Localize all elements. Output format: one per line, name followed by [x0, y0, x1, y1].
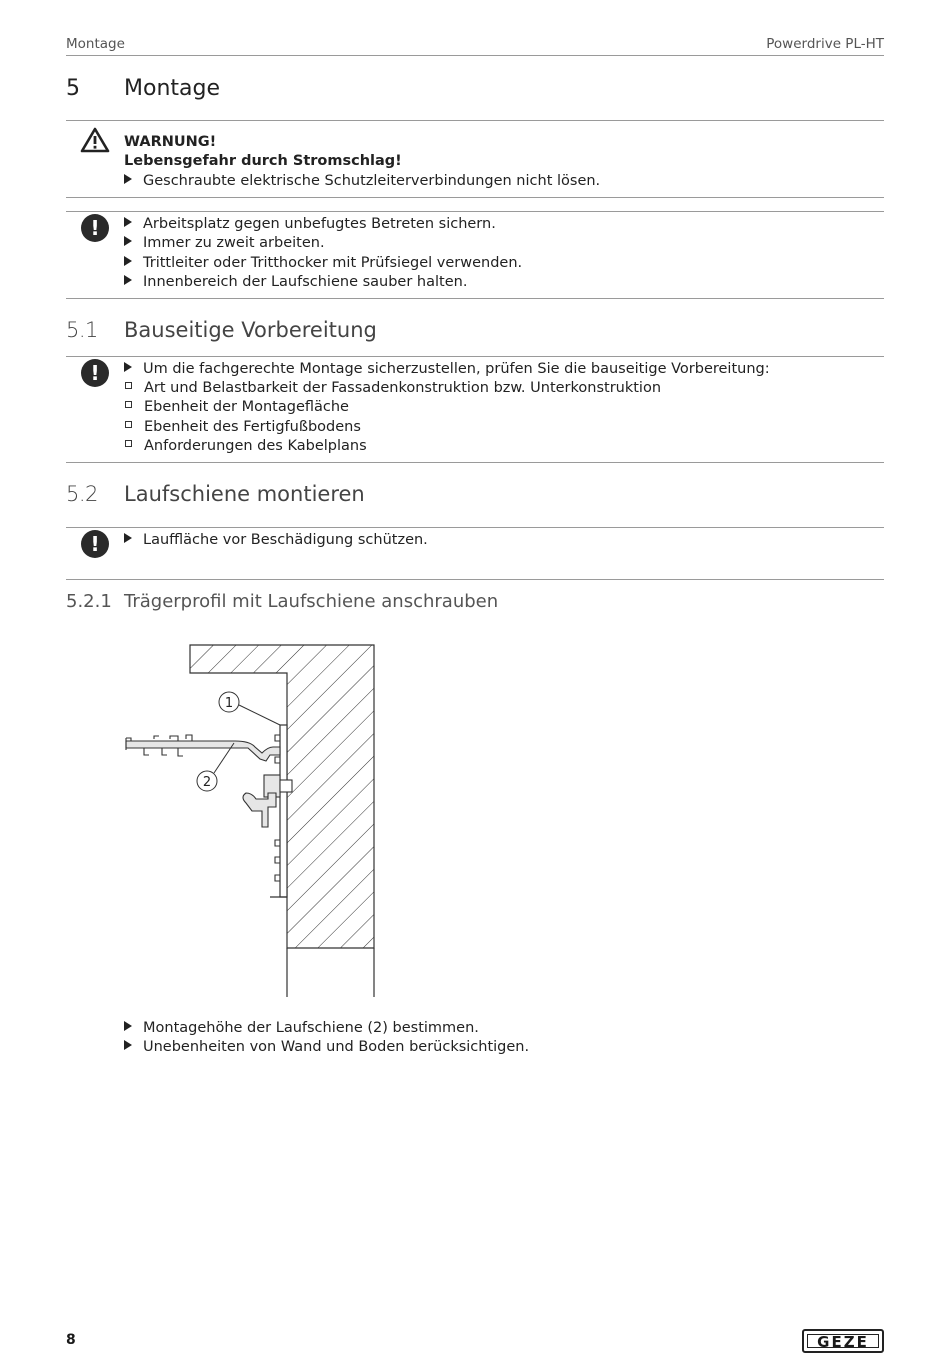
- section-number: 5.2.1: [66, 591, 112, 612]
- list-item: Montagehöhe der Laufschiene (2) bestimmen.: [124, 1019, 479, 1039]
- callout-2: 2: [202, 775, 212, 790]
- warning-triangle-icon: [80, 127, 110, 157]
- exclamation-circle-icon: !: [81, 359, 109, 387]
- section-number: 5.1: [66, 318, 98, 342]
- warning-subtitle: Lebensgefahr durch Stromschlag!: [124, 153, 402, 169]
- exclamation-circle-icon: !: [81, 214, 109, 242]
- sub-list-item: Art und Belastbarkeit der Fassadenkonstruktion bzw. Unterkonstruktion: [124, 379, 661, 399]
- bullet-arrow-icon: [124, 275, 132, 285]
- list-item: Lauffläche vor Beschädigung schützen.: [124, 531, 428, 551]
- bullet-arrow-icon: [124, 174, 132, 184]
- mounting-figure: [110, 635, 400, 1009]
- section-title: Montage: [124, 76, 220, 101]
- section-title: Trägerprofil mit Laufschiene anschrauben: [124, 591, 499, 612]
- sub-list-item: Ebenheit des Fertigfußbodens: [124, 418, 361, 438]
- bullet-arrow-icon: [124, 1040, 132, 1050]
- divider: [66, 298, 884, 299]
- bullet-square-icon: [125, 401, 132, 408]
- divider: [66, 197, 884, 198]
- list-item: Geschraubte elektrische Schutzleiterverbindungen nicht lösen.: [124, 172, 600, 192]
- warning-title: WARNUNG!: [124, 134, 217, 150]
- bullet-square-icon: [125, 440, 132, 447]
- header-rule: [66, 55, 884, 56]
- section-number: 5: [66, 76, 80, 101]
- divider: [66, 579, 884, 580]
- list-item: Innenbereich der Laufschiene sauber halten.: [124, 273, 467, 293]
- list-item: Trittleiter oder Tritthocker mit Prüfsiegel verwenden.: [124, 254, 522, 274]
- divider: [66, 462, 884, 463]
- bullet-arrow-icon: [124, 256, 132, 266]
- bullet-arrow-icon: [124, 533, 132, 543]
- list-item: Um die fachgerechte Montage sicherzustellen, prüfen Sie die bauseitige Vorbereitung:: [124, 360, 770, 380]
- bullet-arrow-icon: [124, 1021, 132, 1031]
- section-title: Bauseitige Vorbereitung: [124, 318, 377, 342]
- bullet-arrow-icon: [124, 362, 132, 372]
- sub-list-item: Anforderungen des Kabelplans: [124, 437, 367, 457]
- list-item: Unebenheiten von Wand und Boden berücksichtigen.: [124, 1038, 529, 1058]
- list-item: Immer zu zweit arbeiten.: [124, 234, 325, 254]
- page-number: 8: [66, 1332, 76, 1348]
- bullet-square-icon: [125, 382, 132, 389]
- bullet-square-icon: [125, 421, 132, 428]
- divider: [66, 211, 884, 212]
- list-item: Arbeitsplatz gegen unbefugtes Betreten sichern.: [124, 215, 496, 235]
- bullet-arrow-icon: [124, 217, 132, 227]
- section-title: Laufschiene montieren: [124, 482, 365, 506]
- exclamation-circle-icon: !: [81, 530, 109, 558]
- bullet-arrow-icon: [124, 236, 132, 246]
- section-number: 5.2: [66, 482, 98, 506]
- divider: [66, 120, 884, 121]
- sub-list-item: Ebenheit der Montagefläche: [124, 398, 349, 418]
- divider: [66, 356, 884, 357]
- callout-1: 1: [224, 696, 234, 711]
- brand-logo-text: GEZE: [807, 1334, 879, 1348]
- divider: [66, 527, 884, 528]
- brand-logo: [802, 1329, 884, 1353]
- running-header-right: Powerdrive PL-HT: [766, 36, 884, 52]
- running-header-left: Montage: [66, 36, 125, 52]
